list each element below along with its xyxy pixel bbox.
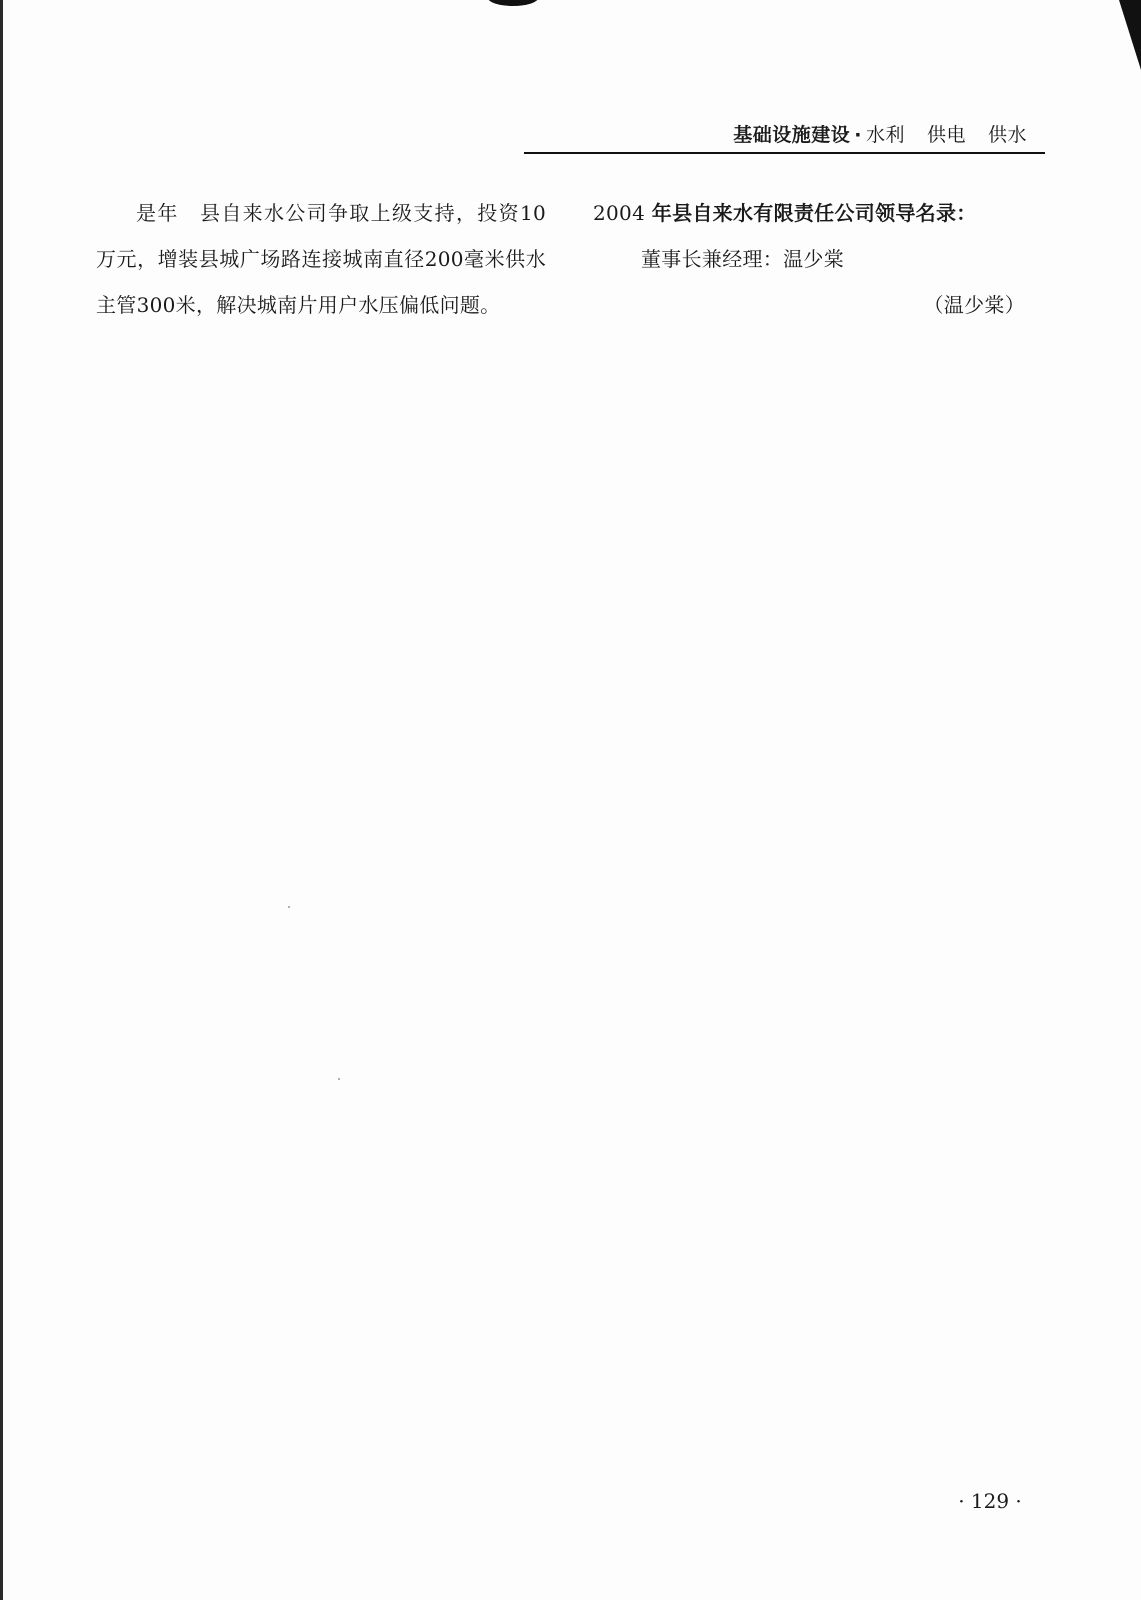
- left-column: [96, 190, 546, 328]
- header-rule: [524, 152, 1045, 154]
- running-header-text: [733, 120, 1027, 147]
- header-subtopic: 供电: [926, 124, 966, 146]
- scan-corner-artifact: [1119, 0, 1141, 70]
- scan-speck: [288, 906, 290, 908]
- header-separator: ·: [854, 124, 862, 146]
- leadership-list-title: [593, 190, 1043, 236]
- body-paragraph: 是年 县自来水公司争取上级支持，投资10万元，增装县城广场路连接城南直径200毫米供水主管300米，解决城南片用户水压偏低问题。: [96, 201, 546, 317]
- running-header: [524, 118, 1045, 154]
- author-attribution: （温少棠）: [923, 293, 1025, 317]
- scan-speck: [338, 1078, 340, 1080]
- scan-edge-shadow: [0, 0, 3, 1600]
- leader-entry: 董事长兼经理：温少棠: [641, 247, 844, 271]
- header-section-title: 基础设施建设: [733, 124, 851, 146]
- page-number: · 129 ·: [958, 1489, 1022, 1513]
- right-column: [593, 190, 1043, 328]
- list-title-year: 2004: [593, 201, 646, 225]
- list-title-text: 年县自来水有限责任公司领导名录：: [651, 201, 977, 225]
- scan-artifact: [488, 0, 538, 6]
- header-subtopic: 供水: [987, 124, 1027, 146]
- header-subtopic: 水利: [865, 124, 905, 146]
